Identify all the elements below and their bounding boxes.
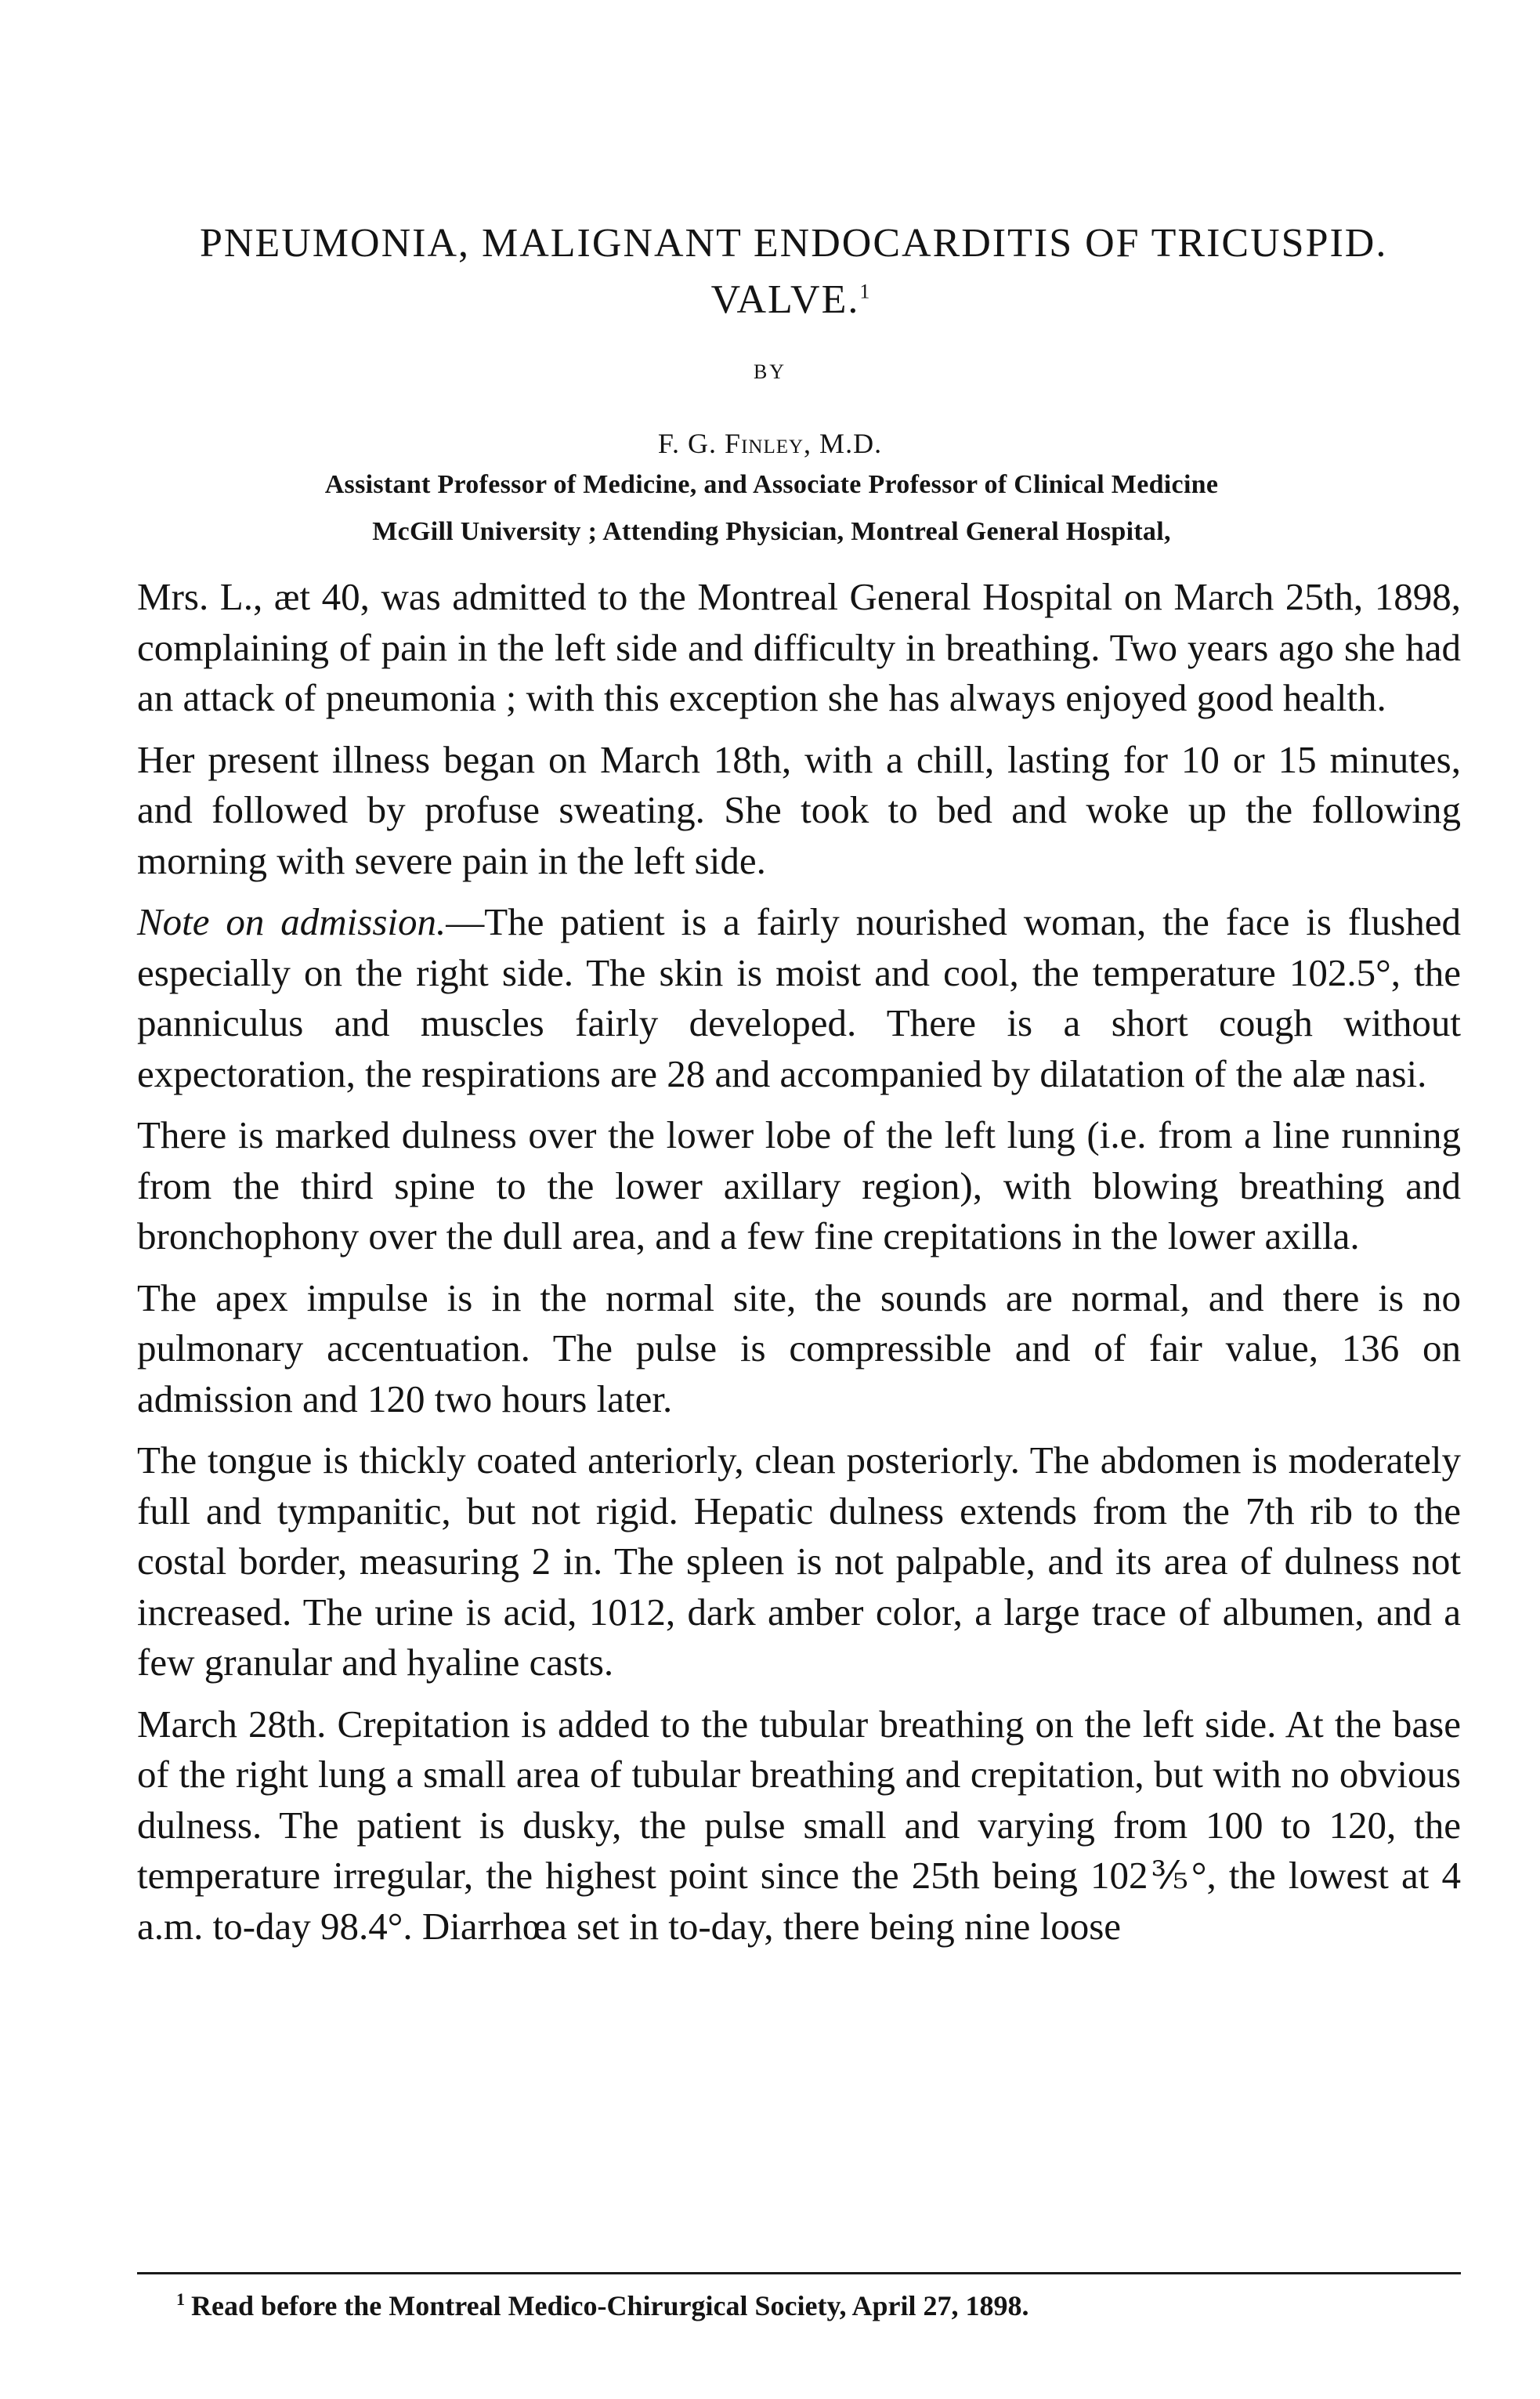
paragraph-3-text: —The patient is a fairly nourished woman, the face is flushed especially on the right side. The skin is moist and cool, the temperature 102.5°, the panniculus and muscles fairly developed. There is a short cough without expectoration, the respirations are 28 and accompanied by dilatation of the alæ nasi.	[137, 900, 1461, 1095]
footnote-text: Read before the Montreal Medico-Chirurgical Society, April 27, 1898.	[191, 2290, 1029, 2321]
title-line-1: PNEUMONIA, MALIGNANT ENDOCARDITIS OF TRICUSPID.	[200, 221, 1388, 266]
article-title	[110, 215, 1473, 328]
paragraph-7: March 28th. Crepitation is added to the tubular breathing on the left side. At the base of the right lung a small area of tubular breathing and crepitation, but with no obvious dulness. The patient is dusky, the pulse small and varying from 100 to 120, the temperature irregular, the highest point since the 25th being 102⅗°, the lowest at 4 a.m. to-day 98.4°. Diarrhœa set in to-day, there being nine loose	[137, 1702, 1461, 1948]
title-line-2-text: VALVE.	[710, 277, 860, 322]
title-line-2	[110, 272, 1473, 328]
footnote-divider	[137, 2272, 1461, 2274]
paragraph-6: The tongue is thickly coated anteriorly, clean posteriorly. The abdomen is moderately full and tympanitic, but not rigid. Hepatic dulness extends from the 7th rib to the costal border, measuring 2 in. The spleen is not palpable, and its area of dulness not increased. The urine is acid, 1012, dark amber color, a large trace of albumen, and a few granular and hyaline casts.	[137, 1438, 1461, 1684]
author-affiliation-line-1: Assistant Professor of Medicine, and Associate Professor of Clinical Medicine	[324, 470, 1219, 499]
paragraph-1: Mrs. L., æt 40, was admitted to the Montreal General Hospital on March 25th, 1898, complaining of pain in the left side and difficulty in breathing. Two years ago she had an attack of pneumonia ; with this exception she has always enjoyed good health.	[137, 575, 1461, 719]
byline: BY	[753, 360, 787, 383]
author-name: F. G. Finley, M.D.	[657, 428, 883, 459]
footnote	[176, 2286, 1461, 2325]
title-footnote-marker: 1	[859, 280, 872, 303]
article-body	[137, 572, 1461, 1963]
paragraph-4: There is marked dulness over the lower lobe of the left lung (i.e. from a line running from the third spine to the lower axillary region), with blowing breathing and bronchophony over the dull area, and a few fine crepitations in the lower axilla.	[137, 1113, 1461, 1257]
paragraph-3-lead: Note on admission.	[137, 900, 446, 943]
author-affiliation-line-2: McGill University ; Attending Physician, Montreal General Hospital,	[372, 517, 1171, 546]
paragraph-3	[137, 897, 1461, 1099]
paragraph-2: Her present illness began on March 18th, with a chill, lasting for 10 or 15 minutes, and followed by profuse sweating. She took to bed and woke up the following morning with severe pain in the left side.	[137, 737, 1461, 882]
paragraph-5: The apex impulse is in the normal site, the sounds are normal, and there is no pulmonary accentuation. The pulse is compressible and of fair value, 136 on admission and 120 two hours later.	[137, 1275, 1461, 1420]
footnote-marker: 1	[176, 2289, 185, 2309]
